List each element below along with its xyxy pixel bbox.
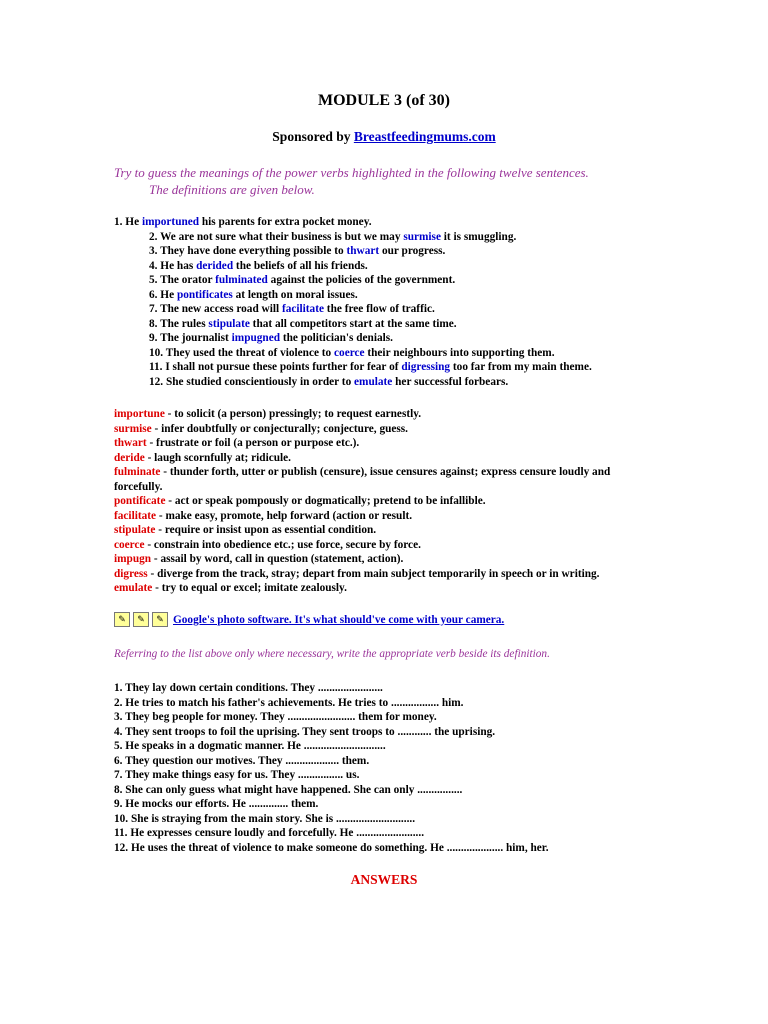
definition-text: - diverge from the track, stray; depart from main subject temporarily in speech or in writing. [147, 567, 600, 580]
answers-heading: ANSWERS [350, 872, 418, 887]
sentence-text: her successful forbears. [392, 375, 509, 388]
highlighted-verb: fulminated [215, 274, 268, 286]
sentence-text: 12. She studied conscientiously in order to [149, 375, 355, 388]
highlighted-verb: coerce [334, 346, 365, 359]
sentence-row [114, 317, 674, 332]
exercise-row: 2. He tries to match his father's achievements. He tries to ................. him. [114, 696, 464, 709]
sentence-text: the politician's denials. [280, 332, 393, 344]
exercise-row: 7. They make things easy for us. They ................ us. [114, 769, 360, 781]
definition-row [114, 465, 659, 494]
ad-icon: ✎ [152, 612, 168, 627]
sentence-row [114, 302, 674, 317]
sentence-text: against the policies of the government. [267, 274, 456, 286]
ad-icon: ✎ [133, 612, 149, 627]
definition-row [114, 523, 659, 538]
exercise-row: 12. He uses the threat of violence to make someone do something. He .................... him, her. [114, 841, 549, 854]
sentence-text: 3. They have done everything possible to [149, 245, 347, 257]
definition-text: - laugh scornfully at; ridicule. [144, 451, 291, 464]
definition-text: - thunder forth, utter or publish (censure), issue censures against; express censure loudly and forcefully. [114, 466, 611, 493]
ad-link[interactable]: Google's photo software. It's what should've come with your camera. [173, 613, 505, 626]
sponsor-label: Sponsored by [272, 129, 351, 144]
highlighted-verb: stipulate [208, 317, 250, 330]
sentence-text: that all competitors start at the same time. [249, 317, 457, 330]
sentence-text: 7. The new access road will [149, 303, 282, 315]
definition-text: - constrain into obedience etc.; use force, secure by force. [144, 538, 421, 551]
definition-row [114, 538, 659, 553]
sentence-row [114, 215, 674, 230]
definition-row [114, 581, 659, 596]
definition-text: - try to equal or excel; imitate zealously. [152, 582, 347, 594]
definition-text: - to solicit (a person) pressingly; to request earnestly. [164, 408, 422, 420]
sentence-text: 1. He [114, 216, 142, 228]
sentence-text: their neighbours into supporting them. [364, 346, 555, 359]
definition-text: - frustrate or foil (a person or purpose etc.). [146, 437, 360, 449]
exercise-row: 3. They beg people for money. They ........................ them for money. [114, 711, 437, 723]
exercise-row: 4. They sent troops to foil the uprising. They sent troops to ............ the uprising. [114, 725, 496, 738]
sentence-row [114, 288, 674, 303]
sentence-text: 2. We are not sure what their business is but we may [149, 230, 404, 243]
sentence-text: 4. He has [149, 259, 197, 272]
definition-text: - assail by word, call in question (statement, action). [151, 553, 404, 565]
intro-line-1: Try to guess the meanings of the power verbs highlighted in the following twelve sentences. [114, 165, 589, 180]
definition-term: pontificate [114, 495, 166, 507]
sentence-text: our progress. [379, 245, 446, 257]
sentence-text: 9. The journalist [149, 332, 232, 344]
sentence-text: at length on moral issues. [232, 288, 358, 301]
sentence-list [114, 215, 674, 389]
highlighted-verb: surmise [403, 230, 441, 243]
sentence-row [114, 331, 674, 346]
definition-term: coerce [114, 538, 145, 551]
page-title: MODULE 3 (of 30) [318, 92, 450, 109]
exercise-row: 8. She can only guess what might have happened. She can only ................ [114, 783, 463, 796]
ad-icon: ✎ [114, 612, 130, 627]
sponsor-link[interactable]: Breastfeedingmums.com [353, 129, 496, 144]
definition-row [114, 552, 659, 567]
sentence-row [114, 259, 674, 274]
intro-line-2: The definitions are given below. [149, 182, 315, 197]
definition-row [114, 567, 659, 582]
sentence-row [114, 244, 674, 259]
exercise-list [114, 681, 674, 855]
definition-term: emulate [114, 582, 153, 594]
definition-row [114, 436, 659, 451]
sentence-text: 8. The rules [149, 317, 209, 330]
definition-term: digress [114, 567, 148, 580]
highlighted-verb: thwart [346, 245, 380, 257]
highlighted-verb: facilitate [281, 303, 324, 315]
sentence-row [114, 230, 674, 245]
definition-term: importune [114, 408, 165, 420]
definition-row [114, 422, 659, 437]
sentence-text: the beliefs of all his friends. [233, 259, 368, 272]
sentence-row [114, 375, 674, 390]
definition-row [114, 509, 659, 524]
exercise-row: 10. She is straying from the main story. She is ............................ [114, 812, 416, 825]
exercise-row: 6. They question our motives. They ................... them. [114, 754, 370, 767]
sentence-row [114, 273, 674, 288]
highlighted-verb: derided [196, 259, 234, 272]
highlighted-verb: digressing [401, 361, 451, 373]
sentence-row [114, 346, 674, 361]
highlighted-verb: emulate [354, 375, 393, 388]
definition-text: - act or speak pompously or dogmatically; pretend to be infallible. [165, 495, 486, 507]
definition-term: impugn [114, 553, 152, 565]
sentence-text: it is smuggling. [440, 230, 517, 243]
definition-row [114, 494, 659, 509]
definition-term: stipulate [114, 524, 156, 536]
sentence-row [114, 360, 674, 375]
instructions-text: Referring to the list above only where necessary, write the appropriate verb beside its definition. [114, 648, 550, 660]
definition-term: surmise [114, 422, 152, 435]
definition-text: - make easy, promote, help forward (action or result. [156, 509, 413, 522]
exercise-row: 9. He mocks our efforts. He .............. them. [114, 798, 319, 810]
sentence-text: 6. He [149, 288, 177, 301]
highlighted-verb: importuned [141, 216, 200, 228]
definition-text: - require or insist upon as essential condition. [155, 524, 377, 536]
highlighted-verb: impugned [231, 332, 280, 344]
definition-term: fulminate [114, 466, 161, 478]
definition-term: thwart [114, 437, 147, 449]
sentence-text: his parents for extra pocket money. [199, 216, 372, 228]
sponsor-line [0, 129, 768, 145]
ad-banner [114, 612, 504, 627]
intro-text [114, 164, 674, 198]
sentence-text: 10. They used the threat of violence to [149, 346, 335, 359]
definition-row [114, 407, 659, 422]
sentence-text: too far from my main theme. [450, 361, 592, 373]
highlighted-verb: pontificates [176, 288, 233, 301]
exercise-row: 11. He expresses censure loudly and forcefully. He ........................ [114, 827, 425, 839]
sentence-text: 5. The orator [149, 274, 216, 286]
definition-text: - infer doubtfully or conjecturally; conjecture, guess. [151, 422, 409, 435]
definition-row [114, 451, 659, 466]
exercise-row: 1. They lay down certain conditions. They ....................... [114, 682, 383, 694]
sentence-text: 11. I shall not pursue these points further for fear of [149, 361, 402, 373]
sentence-text: the free flow of traffic. [323, 303, 435, 315]
definition-term: deride [114, 451, 145, 464]
exercise-row: 5. He speaks in a dogmatic manner. He ............................. [114, 740, 386, 752]
definition-term: facilitate [114, 509, 157, 522]
definition-list [114, 407, 659, 596]
